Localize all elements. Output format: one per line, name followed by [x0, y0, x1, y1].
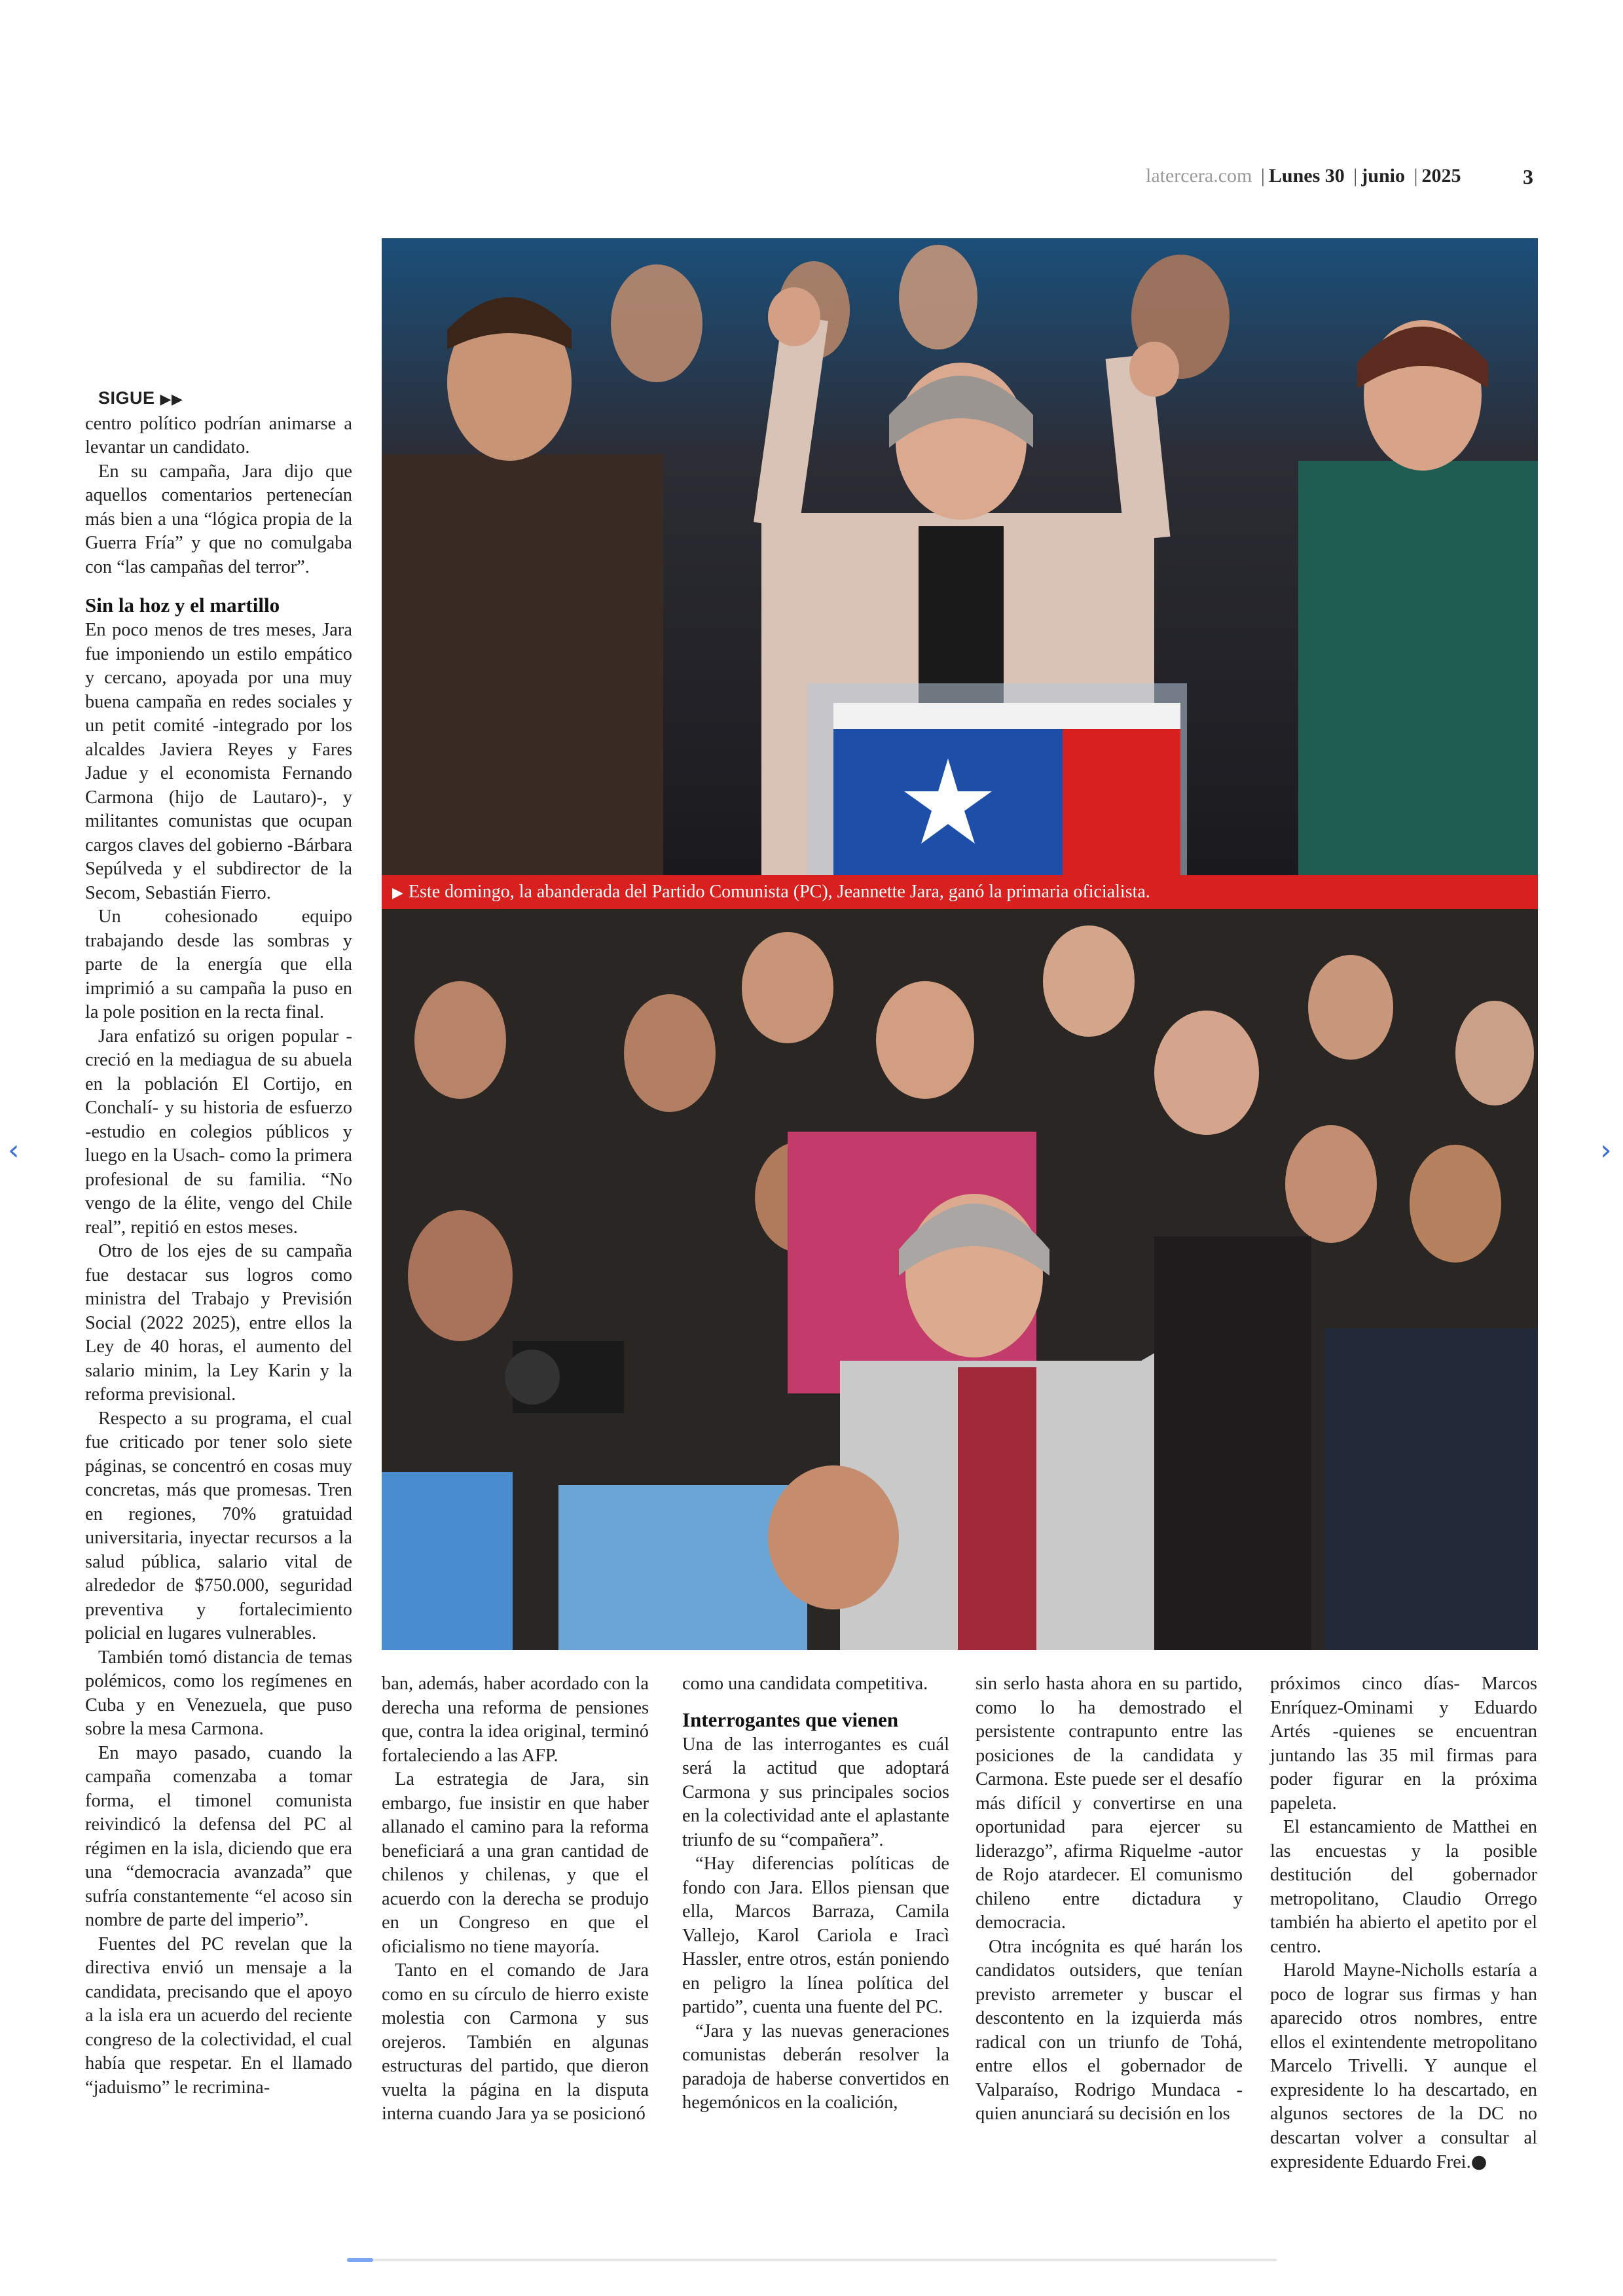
paragraph: centro político podrían animarse a levantar un candidato.	[85, 413, 352, 457]
scroll-thumb[interactable]	[347, 2258, 373, 2262]
paragraph: Otra incógnita es qué harán los candidatos outsiders, que tenían previsto arremeter y buscar el descontento en la izquierda más radical con un triunfo de Tohá, entre ellos el gobernador de Valparaíso, Rodrigo Mundaca -quien anunciará su decisión en los	[976, 1936, 1243, 2124]
double-arrow-icon: ▶▶	[160, 391, 183, 408]
article-column-5	[1270, 1672, 1537, 2175]
paragraph: Una de las interrogantes es cuál será la actitud que adoptará Carmona y sus principales socios en la colectividad ante el aplastante triunfo de su “compañera”.	[682, 1734, 949, 1850]
paragraph: En mayo pasado, cuando la campaña comenzaba a tomar forma, el timonel comunista reivindicó la defensa del PC al régimen en la isla, diciendo que era una “democracia avanzada” que sufría constantemente “el acoso sin nombre de parte del imperio”.	[85, 1742, 352, 1930]
page-header: latercera.com | Lunes 30 | junio | 2025	[1146, 165, 1461, 187]
paragraph: “Jara y las nuevas generaciones comunistas deberán resolver la paradoja de haberse convertidos en hegemónicos en la coalición,	[682, 2020, 949, 2113]
header-day: Lunes 30	[1268, 165, 1345, 187]
paragraph: En su campaña, Jara dijo que aquellos comentarios pertenecían más bien a una “lógica propia de la Guerra Fría” y que no comulgaba con “las campañas del terror”.	[85, 461, 352, 577]
chevron-left-icon[interactable]: ‹	[8, 1134, 20, 1167]
photo-crowd	[382, 909, 1538, 1650]
end-mark-icon: ●	[1470, 2151, 1487, 2172]
header-month: junio	[1361, 165, 1405, 187]
continue-label: SIGUE ▶▶	[98, 388, 183, 408]
article-column-4	[976, 1672, 1243, 2126]
paragraph: Harold Mayne-Nicholls estaría a poco de lograr sus firmas y han aparecido otros nombres, entre ellos el exintendente metropolitano Marcelo Trivelli. Y aunque el expresidente lo ha descartado, en algunos sectores de la DC no descartan volver a consultar al expresidente Eduardo Frei.●	[1270, 1960, 1537, 2172]
paragraph: También tomó distancia de temas polémicos, como los regímenes en Cuba y en Venezuela, que puso sobre la mesa Carmona.	[85, 1647, 352, 1739]
paragraph: Otro de los ejes de su campaña fue destacar sus logros como ministra del Trabajo y Previsión Social (2022 2025), entre ellos la Ley de 40 horas, el aumento del salario minim, la Ley Karin y la reforma previsional.	[85, 1241, 352, 1405]
site-name: latercera.com	[1146, 165, 1252, 187]
paragraph: próximos cinco días- Marcos Enríquez-Ominami y Eduardo Artés -quienes se encuentran juntando las 35 mil firmas para poder figurar en la próxima papeleta.	[1270, 1674, 1537, 1814]
chevron-right-icon[interactable]: ›	[1600, 1134, 1612, 1167]
paragraph: Jara enfatizó su origen popular -creció en la mediagua de su abuela en la población El Cortijo, en Conchalí- y su historia de esfuerzo -estudio en colegios públicos y luego en la Usach- como la primera profesional de su familia. “No vengo de la élite, vengo del Chile real”, repitió en estos meses.	[85, 1026, 352, 1238]
subheading: Sin la hoz y el martillo	[85, 594, 280, 617]
caption-arrow-icon: ▶	[392, 885, 403, 901]
paragraph: “Hay diferencias políticas de fondo con Jara. Ellos piensan que ella, Marcos Barraza, Camila Vallejo, Karol Cariola e Iracì Hassler, entre otros, están poniendo en peligro la línea política del partido”, cuenta una fuente del PC.	[682, 1854, 949, 2017]
article-column-3	[682, 1672, 949, 2115]
paragraph: En poco menos de tres meses, Jara fue imponiendo un estilo empático y cercano, apoyada por una muy buena campaña en redes sociales y un petit comité -integrado por los alcaldes Javiera Reyes y Fares Jadue y el economista Fernando Carmona (hijo de Lautaro)-, y militantes comunistas que ocupan cargos claves del gobierno -Bárbara Sepúlveda y el subdirector de la Secom, Sebastián Fierro.	[85, 620, 352, 903]
page-number: 3	[1523, 165, 1533, 188]
photo-celebration	[382, 238, 1538, 875]
article-column-1	[85, 386, 352, 2100]
header-year: 2025	[1421, 165, 1461, 187]
paragraph: El estancamiento de Matthei en las encuestas y la posible destitución del gobernador metropolitano, Claudio Orrego también ha abierto el apetito por el centro.	[1270, 1817, 1537, 1957]
paragraph: sin serlo hasta ahora en su partido, como lo ha demostrado el persistente contrapunto entre las posiciones de la candidata y Carmona. Este puede ser el desafío más difícil y convertirse en una oportunidad para ejercer su liderazgo”, afirma Riquelme -autor de Rojo atardecer. El comunismo chileno entre dictadura y democracia.	[976, 1674, 1243, 1933]
scroll-track[interactable]	[347, 2259, 1277, 2261]
paragraph: Un cohesionado equipo trabajando desde las sombras y parte de la energía que ella imprimió a su campaña la puso en la pole position en la recta final.	[85, 906, 352, 1022]
photo-caption: ▶ Este domingo, la abanderada del Partido Comunista (PC), Jeannette Jara, ganó la primaria oficialista.	[382, 875, 1538, 909]
paragraph: Respecto a su programa, el cual fue criticado por tener solo siete páginas, se concentró en cosas muy concretas, más que promesas. Tren en regiones, 70% gratuidad universitaria, inyectar recursos a la salud pública, salario vital de alrededor de $750.000, seguridad preventiva y fortalecimiento policial en lugares vulnerables.	[85, 1408, 352, 1643]
subheading: Interrogantes que vienen	[682, 1708, 899, 1731]
paragraph: La estrategia de Jara, sin embargo, fue insistir en que haber allanado el camino para la reforma beneficiará a una gran cantidad de chilenos y chilenas, y que el acuerdo con la derecha se produjo en un Congreso en que el oficialismo no tiene mayoría.	[382, 1769, 649, 1957]
article-column-2	[382, 1672, 649, 2126]
paragraph: como una candidata competitiva.	[682, 1674, 928, 1694]
paragraph: Tanto en el comando de Jara como en su círculo de hierro existe molestia con Carmona y sus orejeros. También en algunas estructuras del partido, que dieron vuelta la página en la disputa interna cuando Jara ya se posicionó	[382, 1960, 649, 2124]
paragraph: Fuentes del PC revelan que la directiva envió un mensaje a la candidata, precisando que el apoyo a la isla era un acuerdo del reciente congreso de la colectividad, el cual había que respetar. En el llamado “jaduismo” le recrimina-	[85, 1933, 352, 2098]
paragraph: ban, además, haber acordado con la derecha una reforma de pensiones que, contra la idea original, terminó fortaleciendo a las AFP.	[382, 1674, 649, 1766]
